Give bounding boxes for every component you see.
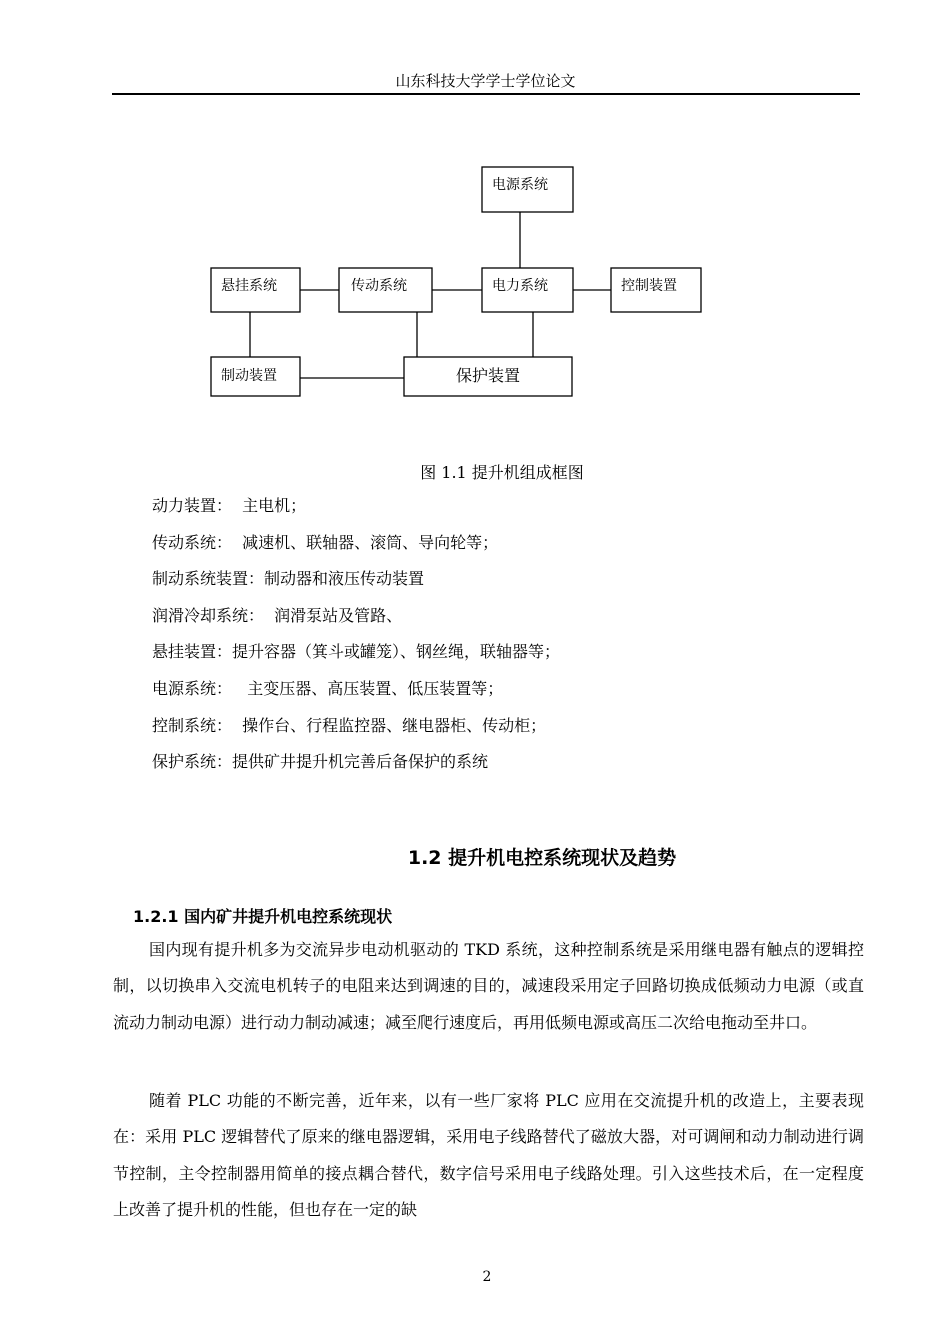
label-control-device: 控制装置 <box>621 278 677 294</box>
paragraph: 随着 PLC 功能的不断完善，近年来，以有一些厂家将 PLC 应用在交流提升机的改造上，主要表现在：采用 PLC 逻辑替代了原来的继电器逻辑，采用电子线路替代了磁放大器，对可调闸和动力制动进行调节控制，主令控制器用简单的接点耦合替代，数字信号采用电子线路处理。引入这些技术后，在一定程度上改善了提升机的性能，但也存在一定的缺 <box>113 1091 864 1219</box>
label-brake-device: 制动装置 <box>221 368 277 384</box>
list-item: 动力装置： 主电机； <box>152 496 307 515</box>
label-protection-device: 保护装置 <box>456 366 521 385</box>
page-number: 2 <box>482 1269 492 1285</box>
subsection-title: 1.2.1 国内矿井提升机电控系统现状 <box>133 907 393 926</box>
section-title: 1.2 提升机电控系统现状及趋势 <box>407 847 677 869</box>
figure-caption: 图 1.1 提升机组成框图 <box>420 463 584 482</box>
list-item: 电源系统： 主变压器、高压装置、低压装置等； <box>152 678 504 698</box>
list-item: 悬挂装置：提升容器（箕斗或罐笼）、钢丝绳，联轴器等； <box>152 642 561 662</box>
label-suspension: 悬挂系统 <box>221 278 277 294</box>
list-item: 制动系统装置：制动器和液压传动装置 <box>152 569 425 589</box>
list-item: 保护系统：提供矿井提升机完善后备保护的系统 <box>152 752 489 772</box>
paragraph: 国内现有提升机多为交流异步电动机驱动的 TKD 系统，这种控制系统是采用继电器有触点的逻辑控制，以切换串入交流电机转子的电阻来达到调速的目的，减速段采用定子回路切换成低频动力电源（或直流动力制动电源）进行动力制动减速；减至爬行速度后，再用低频电源或高压二次给电拖动至井口。 <box>113 940 864 1032</box>
label-power-supply: 电源系统 <box>492 177 548 193</box>
list-item: 润滑冷却系统： 润滑泵站及管路、 <box>152 605 403 625</box>
label-transmission: 传动系统 <box>351 278 407 294</box>
list-item: 控制系统： 操作台、行程监控器、继电器柜、传动柜； <box>152 715 547 735</box>
hoist-block-diagram <box>0 0 950 420</box>
running-header: 山东科技大学学士学位论文 <box>395 72 576 90</box>
list-item: 传动系统： 减速机、联轴器、滚筒、导向轮等； <box>152 532 499 552</box>
component-list <box>152 494 560 787</box>
label-power-system: 电力系统 <box>492 278 548 294</box>
